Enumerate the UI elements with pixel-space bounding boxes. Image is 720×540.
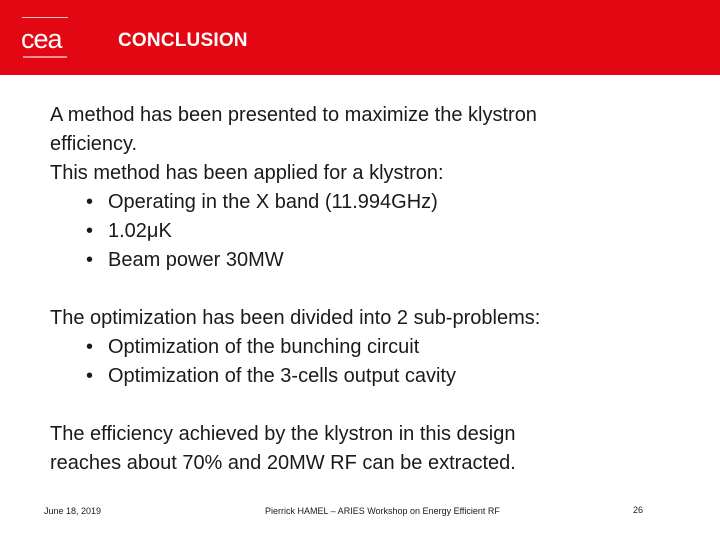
bullet-text: Optimization of the 3-cells output cavity [108, 365, 456, 387]
bullet-text: 1.02μK [108, 220, 172, 242]
efficiency-line: The efficiency achieved by the klystron in this design [50, 423, 516, 445]
paragraph-spacer [50, 391, 690, 420]
logo-underline [23, 56, 67, 58]
slide-title: CONCLUSION [118, 30, 248, 51]
klystron-bullet-list [50, 188, 690, 275]
bullet-item [50, 362, 690, 391]
intro-line: efficiency. [50, 133, 138, 155]
efficiency-line: reaches about 70% and 20MW RF can be extracted. [50, 452, 516, 474]
footer-author: Pierrick HAMEL – ARIES Workshop on Energy Efficient RF [265, 506, 500, 516]
bullet-text: Optimization of the bunching circuit [108, 336, 420, 358]
bullet-text: Operating in the X band (11.994GHz) [108, 191, 438, 213]
optimization-bullet-list [50, 333, 690, 391]
bullet-icon: • [86, 249, 94, 271]
intro-line: This method has been applied for a klystron: [50, 162, 444, 184]
page-number: 26 [633, 505, 644, 515]
optimization-intro: The optimization has been divided into 2 sub-problems: [50, 307, 541, 329]
bullet-item [50, 333, 690, 362]
bullet-icon: • [86, 365, 94, 387]
bullet-icon: • [86, 220, 94, 242]
bullet-text: Beam power 30MW [108, 249, 284, 271]
paragraph-spacer [50, 275, 690, 304]
footer-date: June 18, 2019 [44, 506, 102, 516]
bullet-icon: • [86, 191, 94, 213]
cea-logo: cea [21, 24, 62, 54]
slide-body [50, 101, 690, 478]
intro-line: A method has been presented to maximize the klystron [50, 104, 537, 126]
header-bar [0, 0, 720, 75]
bullet-item [50, 246, 690, 275]
logo-tagline-line [22, 17, 68, 21]
bullet-icon: • [86, 336, 94, 358]
bullet-item [50, 188, 690, 217]
bullet-item [50, 217, 690, 246]
